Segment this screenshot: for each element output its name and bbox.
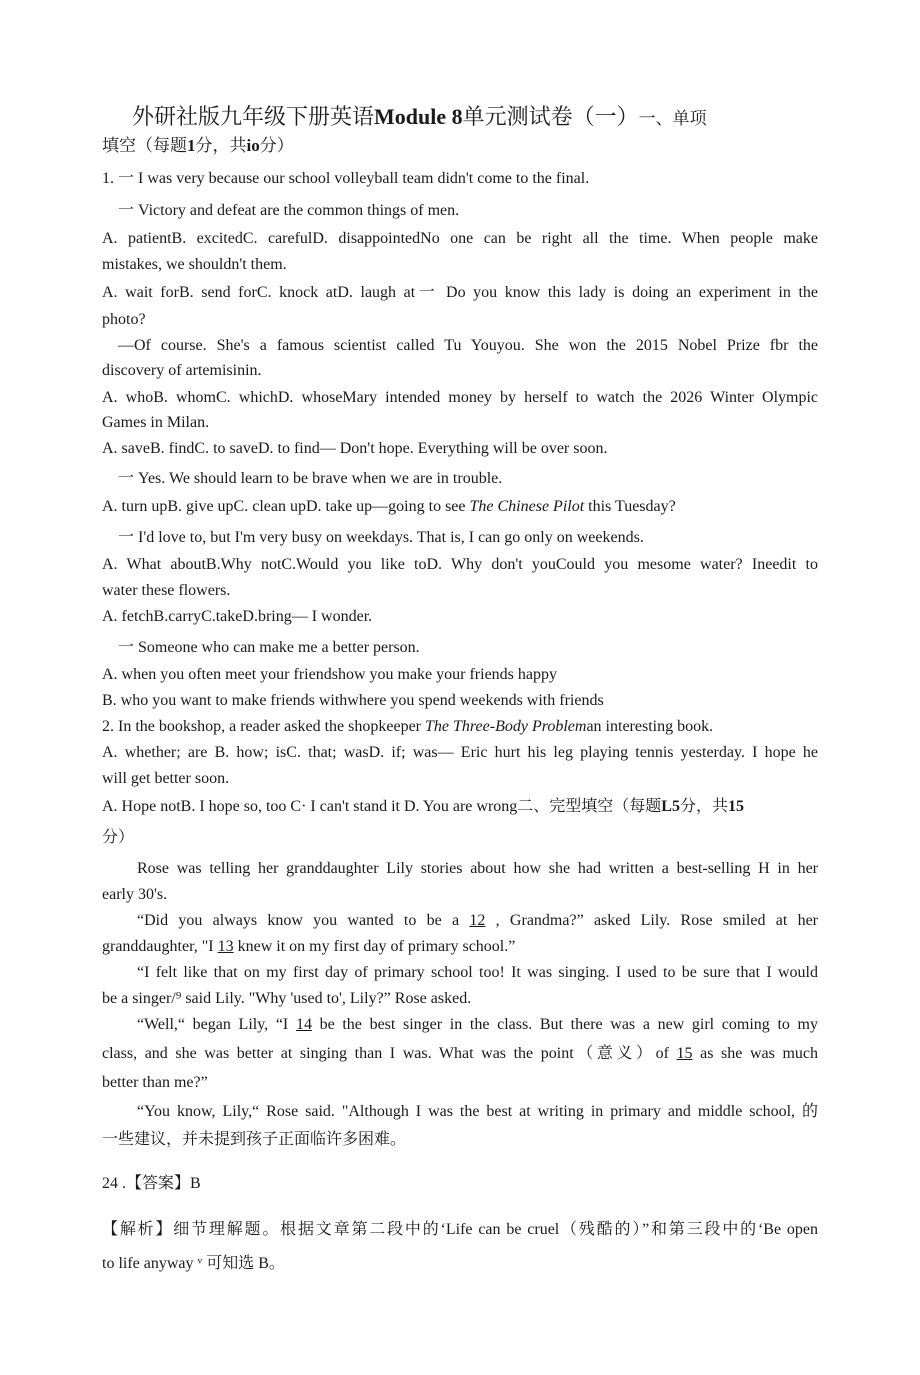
film-title: The Chinese Pilot <box>469 498 585 515</box>
section-heading-part: 一、单项 <box>638 109 707 128</box>
question-line: —Of course. She's a famous scientist called Tu Youyou. She won the 2015 Nobel Prize fbr the <box>118 337 818 354</box>
question-line: will get better soon. <box>102 770 230 787</box>
passage-line: “Well,“ began Lily, “I 14 be the best singer in the class. But there was a new girl coming to my <box>137 1016 819 1033</box>
passage-line: better than me?” <box>102 1074 208 1091</box>
passage-line: early 30's. <box>102 886 168 903</box>
option-line: A. wait forB. send forC. knock atD. laugh at一 Do you know this lady is doing an experiment in the <box>102 284 818 301</box>
option-line: A. saveB. findC. to saveD. to find— Don't hope. Everything will be over soon. <box>102 440 608 457</box>
option-line: A. when you often meet your friendshow you make your friends happy <box>102 666 557 683</box>
option-line: A. What aboutB.Why notC.Would you like toD. Why don't youCould you mesome water? Ineedit to <box>102 556 818 573</box>
analysis-line: to life anyway ᵛ 可知选 B。 <box>102 1255 285 1272</box>
section-heading-cont: 分） <box>102 829 135 846</box>
title-part: 单元测试卷（一） <box>462 104 639 129</box>
option-line: A. Hope notB. I hope so, too C· I can't stand it D. You are wrong二、完型填空（每题L5分，共15 <box>102 798 744 815</box>
answer-line: 24 .【答案】B <box>102 1175 201 1192</box>
book-title: The Three-Body Problem <box>425 718 587 735</box>
passage-line: 一些建议，并未提到孩子正面临许多困难。 <box>102 1131 407 1148</box>
blank-number: 13 <box>217 938 234 955</box>
option-line: A. whether; are B. how; isC. that; wasD. if; was— Eric hurt his leg playing tennis yesterday. I hope he <box>102 744 818 761</box>
option-line: A. fetchB.carryC.takeD.bring— I wonder. <box>102 608 373 625</box>
question-line: 一 Yes. We should learn to be brave when we are in trouble. <box>118 470 503 487</box>
question-line: 一 I'd love to, but I'm very busy on weekdays. That is, I can go only on weekends. <box>118 529 644 546</box>
question-line: mistakes, we shouldn't them. <box>102 256 287 273</box>
option-line: A. turn upB. give upC. clean upD. take up—going to see The Chinese Pilot this Tuesday? <box>102 498 676 515</box>
blank-number: 14 <box>295 1016 312 1033</box>
analysis-line: 【解析】细节理解题。根据文章第二段中的‘Life can be cruel（残酷的）”和第三段中的‘Be open <box>102 1221 818 1238</box>
question-line: 1. 一 I was very because our school volleyball team didn't come to the final. <box>102 170 590 187</box>
passage-line: “I felt like that on my first day of primary school too! It was singing. I used to be sure that I would <box>137 964 818 981</box>
question-line: Games in Milan. <box>102 414 210 431</box>
passage-line: “Did you always know you wanted to be a 12 , Grandma?” asked Lily. Rose smiled at her <box>137 912 818 929</box>
question-line: 2. In the bookshop, a reader asked the shopkeeper The Three-Body Probleman interesting book. <box>102 718 714 735</box>
passage-line: class, and she was better at singing than I was. What was the point（意义）of 15 as she was much <box>102 1045 818 1062</box>
option-line: A. patientB. excitedC. carefulD. disappointedNo one can be right all the time. When people make <box>102 230 818 247</box>
title-module: Module 8 <box>374 104 463 129</box>
question-line: 一 Someone who can make me a better person. <box>118 639 420 656</box>
option-line: B. who you want to make friends withwhere you spend weekends with friends <box>102 692 604 709</box>
title-part: 外研社版九年级下册英语 <box>132 104 375 129</box>
section-heading: 填空（每题1分，共io分） <box>102 136 294 155</box>
passage-line: be a singer/⁹ said Lily. "Why 'used to', Lily?” Rose asked. <box>102 990 472 1007</box>
passage-line: “You know, Lily,“ Rose said. "Although I was the best at writing in primary and middle school, 的 <box>137 1103 818 1120</box>
blank-number: 12 <box>469 912 486 929</box>
page-title <box>132 102 820 134</box>
passage-line: granddaughter, "I 13 knew it on my first day of primary school.” <box>102 938 516 955</box>
option-line: A. whoB. whomC. whichD. whoseMary intended money by herself to watch the 2026 Winter Olympic <box>102 389 818 406</box>
question-line: photo? <box>102 311 146 328</box>
blank-number: 15 <box>676 1045 693 1062</box>
passage-line: Rose was telling her granddaughter Lily stories about how she had written a best-selling H in her <box>137 860 818 877</box>
question-line: 一 Victory and defeat are the common things of men. <box>118 202 460 219</box>
question-line: discovery of artemisinin. <box>102 362 262 379</box>
question-line: water these flowers. <box>102 582 231 599</box>
